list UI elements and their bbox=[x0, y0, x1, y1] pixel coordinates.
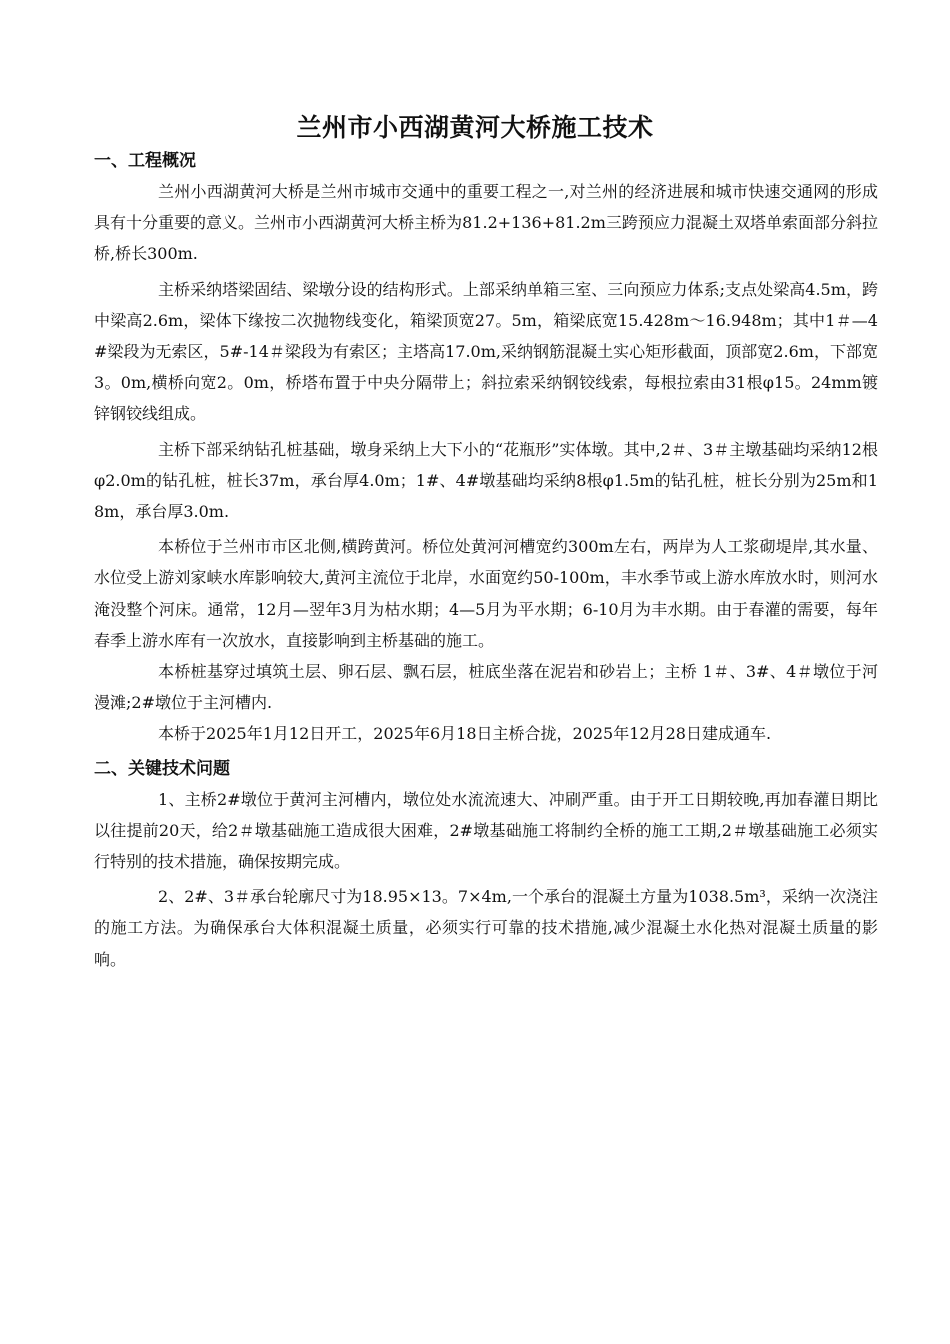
document-body bbox=[94, 146, 878, 975]
paragraph-overview-3: 主桥下部采纳钻孔桩基础，墩身采纳上大下小的“花瓶形”实体墩。其中,2＃、3＃主墩基础均采纳12根φ2.0m的钻孔桩，桩长37m，承台厚4.0m；1#、4#墩基础均采纳8根φ1.5m的钻孔桩，桩长分别为25m和18m，承台厚3.0m. bbox=[94, 439, 878, 522]
paragraph-key-issue-1: 1、主桥2#墩位于黄河主河槽内，墩位处水流流速大、冲刷严重。由于开工日期较晚,再加春灌日期比以往提前20天，给2＃墩基础施工造成很大困难，2#墩基础施工将制约全桥的施工工期,2＃墩基础施工必须实行特别的技术措施，确保按期完成。 bbox=[94, 789, 878, 872]
paragraph-key-issue-2: 2、2#、3＃承台轮廓尺寸为18.95×13。7×4m,一个承台的混凝土方量为1038.5m³，采纳一次浇注的施工方法。为确保承台大体积混凝土质量，必须实行可靠的技术措施,减少混凝土水化热对混凝土质量的影响。 bbox=[94, 887, 878, 969]
paragraph-overview-2: 主桥采纳塔梁固结、梁墩分设的结构形式。上部采纳单箱三室、三向预应力体系;支点处梁高4.5m，跨中梁高2.6m，梁体下缘按二次抛物线变化，箱梁顶宽27。5m，箱梁底宽15.428m～16.948m；其中1＃—4#梁段为无索区，5#-14＃梁段为有索区；主塔高17.0m,采纳钢筋混凝土实心矩形截面，顶部宽2.6m，下部宽3。0m,横桥向宽2。0m，桥塔布置于中央分隔带上；斜拉索采纳钢铰线索，每根拉索由31根φ15。24mm镀锌钢铰线组成。 bbox=[94, 279, 878, 424]
document-title: 兰州市小西湖黄河大桥施工技术 bbox=[296, 113, 654, 142]
paragraph-overview-1: 兰州小西湖黄河大桥是兰州市城市交通中的重要工程之一,对兰州的经济进展和城市快速交通网的形成具有十分重要的意义。兰州市小西湖黄河大桥主桥为81.2+136+81.2m三跨预应力混凝土双塔单索面部分斜拉桥,桥长300m. bbox=[94, 182, 878, 264]
paragraph-overview-6: 本桥于2025年1月12日开工，2025年6月18日主桥合拢，2025年12月28日建成通车. bbox=[158, 724, 772, 744]
section-heading-overview: 一、工程概况 bbox=[94, 151, 196, 171]
paragraph-overview-4: 本桥位于兰州市市区北侧,横跨黄河。桥位处黄河河槽宽约300m左右，两岸为人工浆砌堤岸,其水量、水位受上游刘家峡水库影响较大,黄河主流位于北岸，水面宽约50-100m，丰水季节或上游水库放水时，则河水淹没整个河床。通常，12月—翌年3月为枯水期；4—5月为平水期；6-10月为丰水期。由于春灌的需要，每年春季上游水库有一次放水，直接影响到主桥基础的施工。 bbox=[94, 537, 878, 650]
paragraph-overview-5: 本桥桩基穿过填筑土层、卵石层、飘石层，桩底坐落在泥岩和砂岩上；主桥 1＃、3#、4＃墩位于河漫滩;2#墩位于主河槽内. bbox=[94, 662, 878, 713]
section-heading-key-issues: 二、关键技术问题 bbox=[94, 758, 230, 779]
